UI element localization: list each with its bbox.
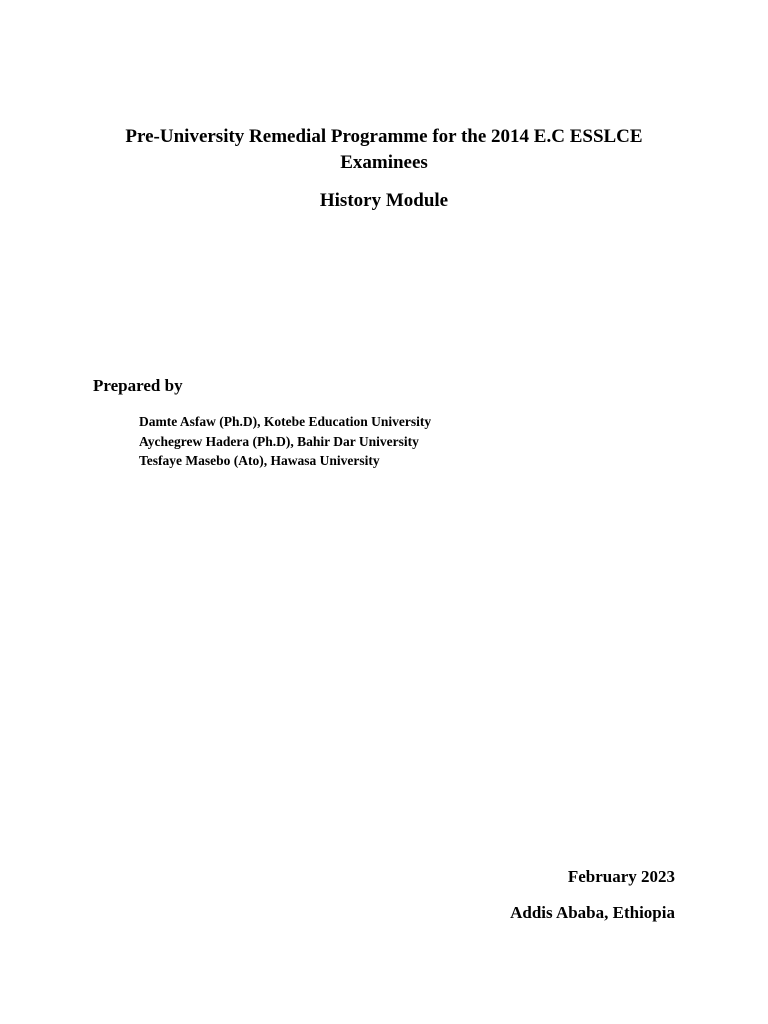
author-item: Tesfaye Masebo (Ato), Hawasa University bbox=[139, 453, 380, 468]
author-item: Aychegrew Hadera (Ph.D), Bahir Dar University bbox=[139, 433, 419, 449]
prepared-by-heading: Prepared by bbox=[93, 376, 183, 395]
publication-date: February 2023 bbox=[567, 867, 675, 886]
document-title: Pre-University Remedial Programme for the 2014 E.C ESSLCE Examinees bbox=[125, 126, 643, 173]
publication-place: Addis Ababa, Ethiopia bbox=[510, 903, 675, 922]
author-list bbox=[139, 412, 431, 471]
module-title: History Module bbox=[319, 190, 449, 211]
author-item: Damte Asfaw (Ph.D), Kotebe Education University bbox=[139, 414, 432, 429]
